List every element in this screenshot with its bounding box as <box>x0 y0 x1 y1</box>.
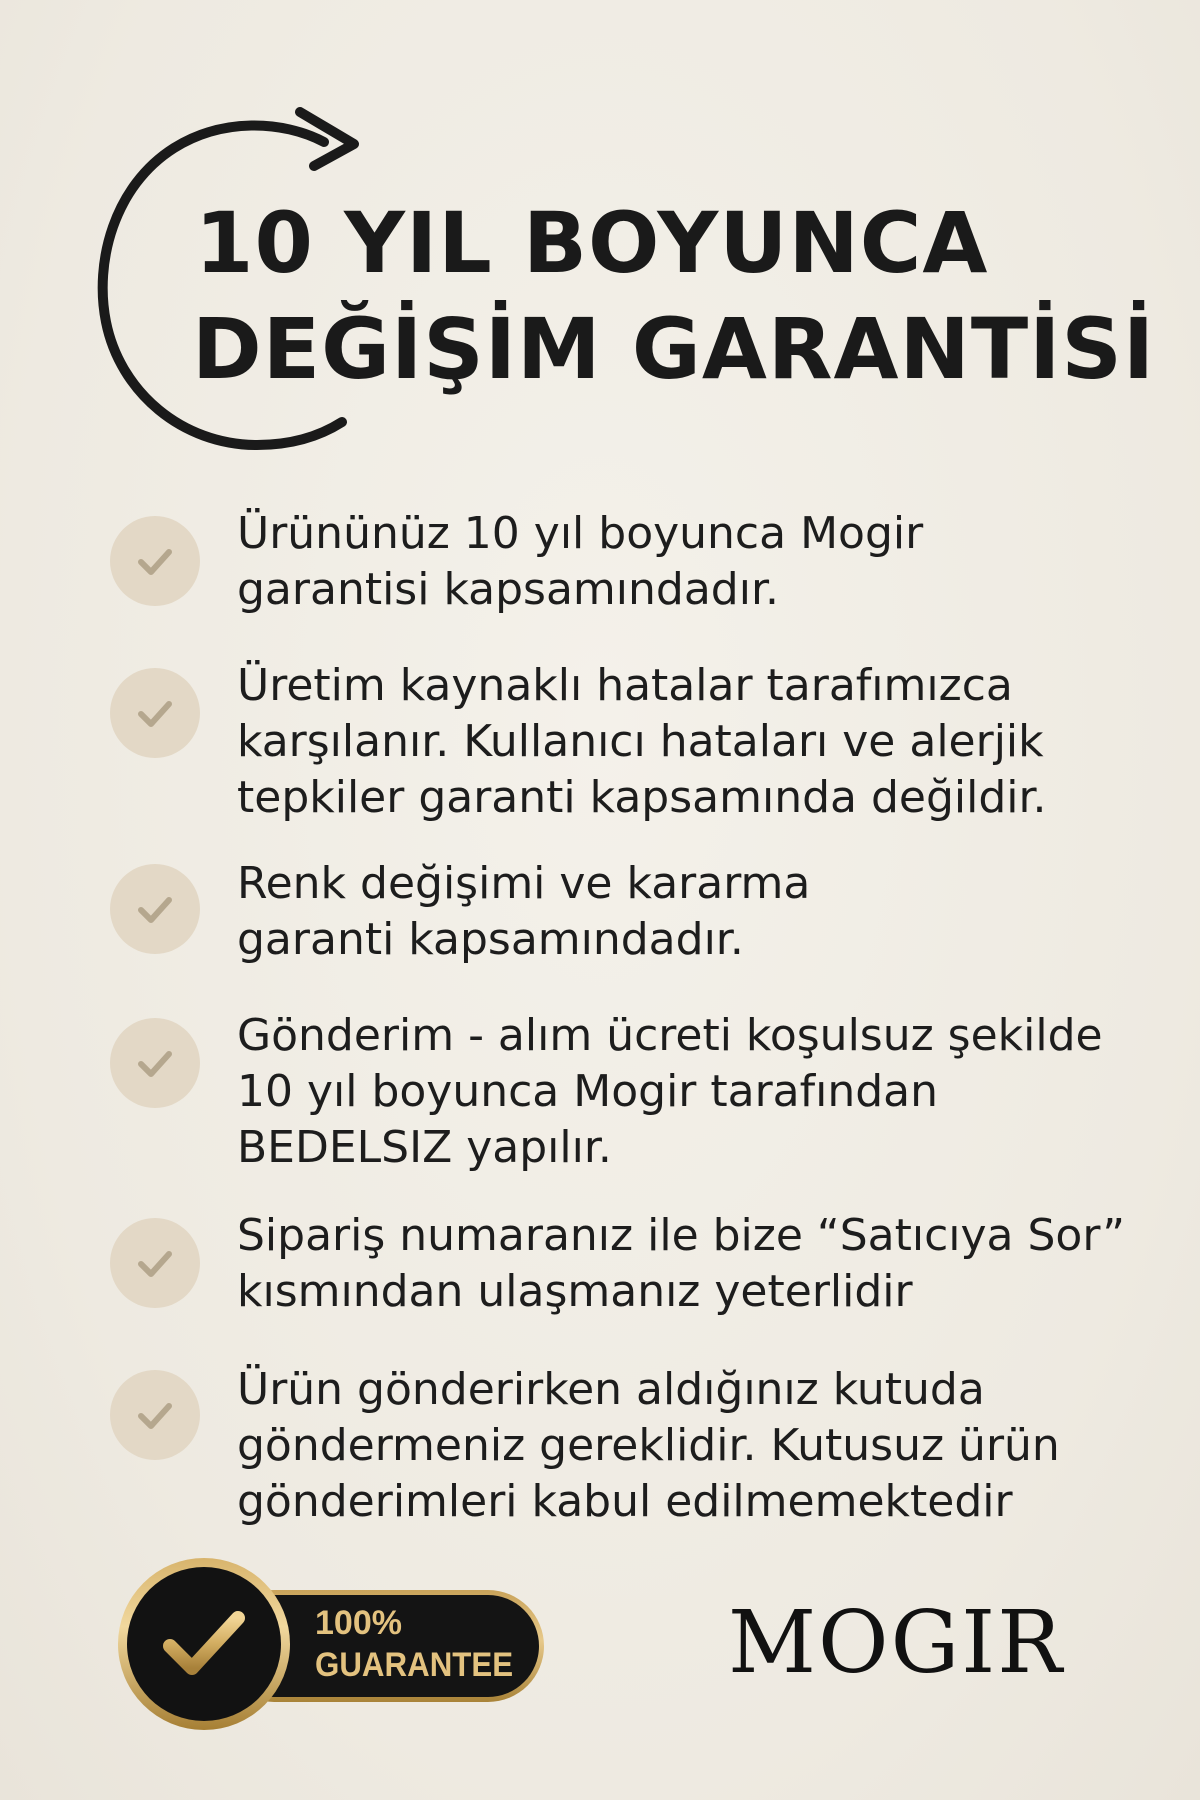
check-icon <box>110 1018 200 1108</box>
list-item-text: Ürün gönderirken aldığınız kutuda göndermeniz gereklidir. Kutusuz ürün gönderimleri kabul edilmemektedir <box>237 1364 1060 1527</box>
brand-logo: MOGIR <box>728 1593 1064 1693</box>
guarantee-badge <box>118 1558 550 1730</box>
badge-text <box>315 1602 535 1686</box>
list-item-text: Renk değişimi ve kararma garanti kapsamındadır. <box>237 858 811 965</box>
check-icon <box>110 516 200 606</box>
badge-circle <box>118 1558 290 1730</box>
page-title <box>192 190 1156 402</box>
title-line-1: 10 YIL BOYUNCA <box>195 194 989 292</box>
check-icon <box>110 668 200 758</box>
header <box>0 0 1200 470</box>
check-icon <box>110 1218 200 1308</box>
list-item-text: Üretim kaynaklı hatalar tarafımızca karşılanır. Kullanıcı hataları ve alerjik tepkiler garanti kapsamında değildir. <box>237 660 1047 823</box>
title-line-2: DEĞİŞİM GARANTİSİ <box>192 300 1156 398</box>
list-item-text: Sipariş numaranız ile bize “Satıcıya Sor” kısmından ulaşmanız yeterlidir <box>237 1210 1126 1317</box>
check-icon <box>110 1370 200 1460</box>
check-icon <box>154 1594 254 1694</box>
badge-percent: 100% <box>315 1604 402 1642</box>
list-item-text: Ürününüz 10 yıl boyunca Mogir garantisi kapsamındadır. <box>237 508 924 615</box>
check-icon <box>110 864 200 954</box>
badge-guarantee: GUARANTEE <box>315 1646 514 1684</box>
list-item-text: Gönderim - alım ücreti koşulsuz şekilde 10 yıl boyunca Mogir tarafından BEDELSIZ yapılır. <box>237 1010 1103 1173</box>
